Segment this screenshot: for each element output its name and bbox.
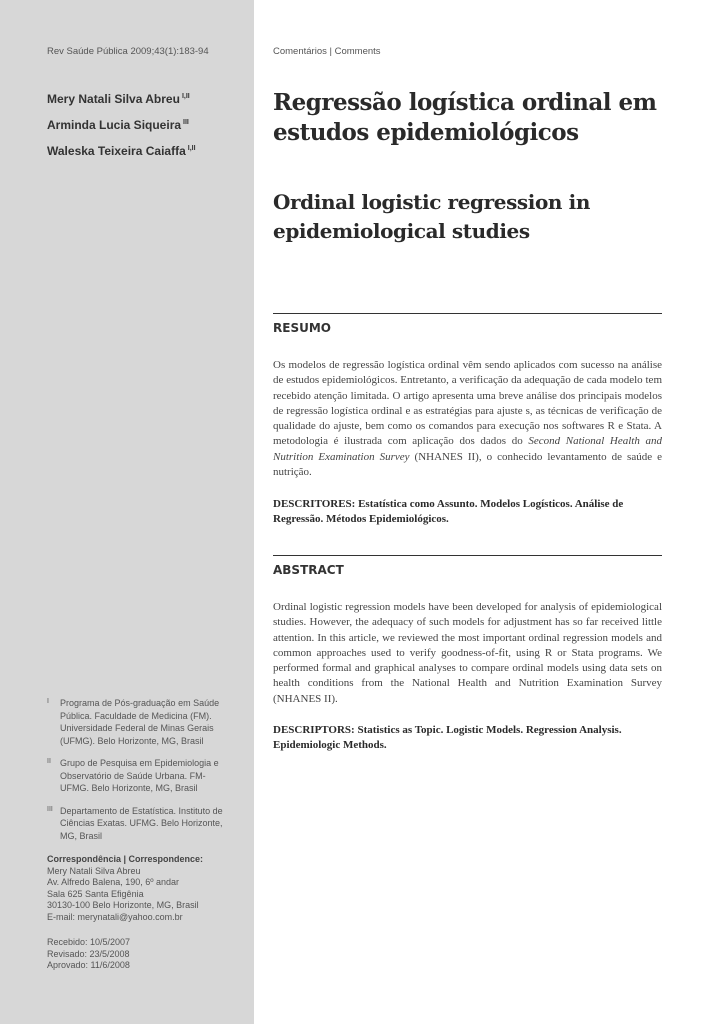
affiliation-number: III (47, 805, 53, 813)
correspondence-line: Sala 625 Santa Efigênia (47, 888, 144, 899)
affiliation-text: Departamento de Estatística. Instituto de Ciências Exatas. UFMG. Belo Horizonte, MG, Brasil (60, 805, 223, 841)
correspondence-line: Mery Natali Silva Abreu (47, 865, 141, 876)
resumo-heading: RESUMO (273, 321, 331, 335)
descritores: DESCRITORES: Estatística como Assunto. Modelos Logísticos. Análise de Regressão. Métodos Epidemiológicos. (273, 498, 624, 526)
author-name: Waleska Teixeira Caiaffa (47, 144, 186, 158)
affiliation-number: I (47, 698, 49, 705)
affiliation (47, 805, 232, 843)
journal-reference: Rev Saúde Pública 2009;43(1):183-94 (47, 46, 209, 57)
author-name: Arminda Lucia Siqueira (47, 118, 182, 132)
author-list (47, 92, 196, 170)
author-affiliation-mark: I,II (181, 93, 190, 100)
sidebar (0, 0, 254, 1024)
author (47, 144, 196, 158)
affiliation (47, 697, 232, 747)
resumo-text-part: (NHANES II), o conhecido levantamento de saúde e nutrição. (273, 450, 662, 479)
descriptors: DESCRIPTORS: Statistics as Topic. Logistic Models. Regression Analysis. Epidemiologic Methods. (273, 724, 622, 752)
affiliation-text: Grupo de Pesquisa em Epidemiologia e Observatório de Saúde Urbana. FM-UFMG. Belo Horizonte, MG, Brasil (60, 758, 219, 793)
resumo-text-italic: Second National Health and Nutrition Examination Survey (273, 435, 662, 463)
affiliation-text: Programa de Pós-graduação em Saúde Pública. Faculdade de Medicina (FM). Universidade Federal de Minas Gerais (UFMG). Belo Horizonte, MG, Brasil (60, 698, 220, 746)
abstract-heading: ABSTRACT (273, 563, 344, 577)
title-portuguese: Regressão logística ordinal em estudos epidemiológicos (273, 89, 657, 146)
affiliation-list (47, 697, 232, 852)
affiliation-number: II (47, 758, 51, 765)
correspondence-title: Correspondência | Correspondence: (47, 854, 204, 864)
section-divider (273, 555, 662, 556)
received-date: Recebido: 10/5/2007 (47, 937, 131, 947)
affiliation (47, 757, 232, 795)
abstract-text: Ordinal logistic regression models have been developed for analysis of epidemiological studies. However, the adequacy of such models for adjustment has so far received little attention. In this article, we reviewed the most important ordinal regression models and common approaches used to verify goodness-of-fit, using R or Stata programs. We performed formal and graphical analyses to compare ordinal models using data sets on health conditions from the National Health and Nutrition Examination Survey (NHANES II). (273, 601, 662, 705)
approved-date: Aprovado: 11/6/2008 (47, 960, 130, 970)
submission-dates (47, 937, 130, 972)
author (47, 92, 196, 106)
correspondence-email: E-mail: merynatali@yahoo.com.br (47, 911, 183, 922)
revised-date: Revisado: 23/5/2008 (47, 948, 130, 959)
correspondence (47, 854, 237, 923)
correspondence-line: Av. Alfredo Balena, 190, 6º andar (47, 877, 180, 887)
correspondence-line: 30130-100 Belo Horizonte, MG, Brasil (47, 900, 199, 910)
section-label: Comentários | Comments (273, 46, 381, 57)
resumo-text (273, 358, 662, 480)
author-affiliation-mark: I,II (187, 145, 196, 152)
author-name: Mery Natali Silva Abreu (47, 92, 180, 106)
resumo-text-part: Os modelos de regressão logística ordinal vêm sendo aplicados com sucesso na análise de estudos epidemiológicos. Entretanto, a verificação da adequação de cada modelo tem recebido atenção limitada. O artigo apresenta uma breve análise dos principais modelos de regressão logística ordinal e as estratégias para ajuste s, as técnicas de verificação de qualidade do ajuste, bem como os comandos para execução nos softwares R e Stata. A metodologia é ilustrada com aplicação dos dados do (273, 359, 662, 448)
title-english: Ordinal logistic regression in epidemiological studies (273, 190, 590, 243)
section-divider (273, 313, 662, 314)
author-affiliation-mark: III (183, 119, 189, 126)
author (47, 118, 196, 132)
